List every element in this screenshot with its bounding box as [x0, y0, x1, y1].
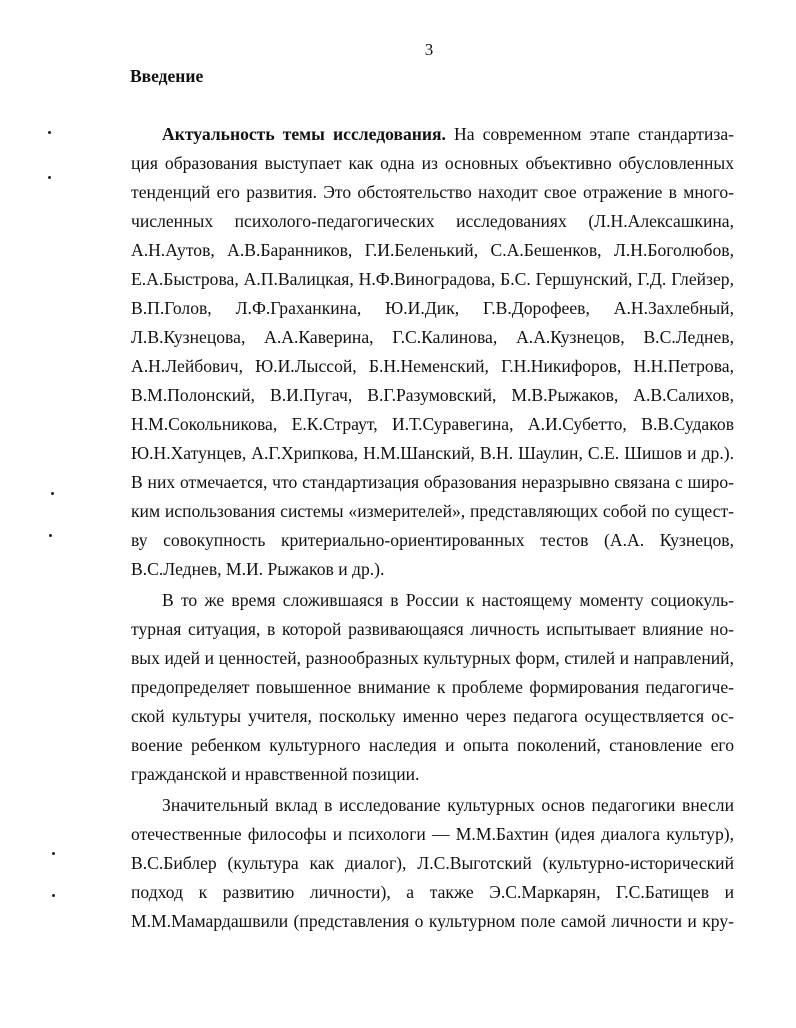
scan-speck [48, 131, 51, 134]
paragraph-1-line: численных психолого-педагогических исследованиях (Л.Н.Алексашкина, [131, 211, 734, 231]
paragraph-1-line: Е.А.Быстрова, А.П.Валицкая, Н.Ф.Виноградова, Б.С. Гершунский, Г.Д. Глейзер, [131, 269, 734, 289]
paragraph-3-line: подход к развитию личности), а также Э.С.Маркарян, Г.С.Батищев и [131, 882, 734, 902]
paragraph-2-line: гражданской и нравственной позиции. [131, 764, 420, 784]
paragraph-2-line: предопределяет повышенное внимание к проблеме формирования педагогиче- [131, 677, 734, 697]
scan-speck [49, 534, 52, 537]
paragraph-1-line [162, 124, 734, 145]
section-heading: Введение [130, 66, 204, 86]
paragraph-2-line: воение ребенком культурного наследия и опыта поколений, становление его [131, 735, 734, 755]
paragraph-1-line: ция образования выступает как одна из основных объективно обусловленных [131, 153, 734, 173]
paragraph-2-line: В то же время сложившаяся в России к настоящему моменту социокуль- [162, 590, 734, 610]
paragraph-1-line: В них отмечается, что стандартизация образования неразрывно связана с широ- [131, 472, 734, 492]
paragraph-1-line: А.Н.Аутов, А.В.Баранников, Г.И.Беленький, С.А.Бешенков, Л.Н.Боголюбов, [131, 240, 734, 260]
paragraph-3-line: Значительный вклад в исследование культурных основ педагогики внесли [162, 795, 734, 815]
paragraph-1-line: Ю.Н.Хатунцев, А.Г.Хрипкова, Н.М.Шанский, В.Н. Шаулин, С.Е. Шишов и др.). [131, 443, 734, 463]
paragraph-1-line: В.П.Голов, Л.Ф.Граханкина, Ю.И.Дик, Г.В.Дорофеев, А.Н.Захлебный, [131, 298, 734, 318]
paragraph-1-line: В.С.Леднев, М.И. Рыжаков и др.). [131, 559, 385, 579]
scan-speck [51, 492, 54, 495]
paragraph-2-line: ской культуры учителя, поскольку именно через педагога осуществляется ос- [131, 706, 734, 726]
scan-speck [52, 852, 55, 855]
paragraph-1-line: Н.М.Сокольникова, Е.К.Страут, И.Т.Суравегина, А.И.Субетто, В.В.Судаков [131, 414, 734, 434]
page-number: 3 [424, 40, 434, 59]
paragraph-1-line: ким использования системы «измерителей», представляющих собой по сущест- [131, 501, 734, 521]
paragraph-1-line: В.М.Полонский, В.И.Пугач, В.Г.Разумовский, М.В.Рыжаков, А.В.Салихов, [131, 385, 734, 405]
paragraph-1-lead: Актуальность темы исследования. [162, 124, 446, 144]
paragraph-1-line: тенденций его развития. Это обстоятельство находит свое отражение в много- [131, 182, 734, 202]
paragraph-2-line: вых идей и ценностей, разнообразных культурных форм, стилей и направлений, [131, 648, 734, 668]
paragraph-1-line: Л.В.Кузнецова, А.А.Каверина, Г.С.Калинова, А.А.Кузнецов, В.С.Леднев, [131, 327, 734, 347]
paragraph-3-line: М.М.Мамардашвили (представления о культурном поле самой личности и кру- [131, 911, 734, 931]
paragraph-1-line: А.Н.Лейбович, Ю.И.Лыссой, Б.Н.Неменский, Г.Н.Никифоров, Н.Н.Петрова, [131, 356, 734, 376]
paragraph-3-line: В.С.Библер (культура как диалог), Л.С.Выготский (культурно-исторический [131, 853, 734, 873]
paragraph-1-first-line-rest: На современном этапе стандартиза- [445, 124, 734, 144]
paragraph-2-line: турная ситуация, в которой развивающаяся личность испытывает влияние но- [131, 619, 734, 639]
scan-speck [52, 894, 55, 897]
paragraph-3-line: отечественные философы и психологи — М.М.Бахтин (идея диалога культур), [131, 824, 734, 844]
paragraph-1-line: ву совокупность критериально-ориентированных тестов (А.А. Кузнецов, [131, 530, 734, 550]
scan-speck [48, 176, 51, 179]
